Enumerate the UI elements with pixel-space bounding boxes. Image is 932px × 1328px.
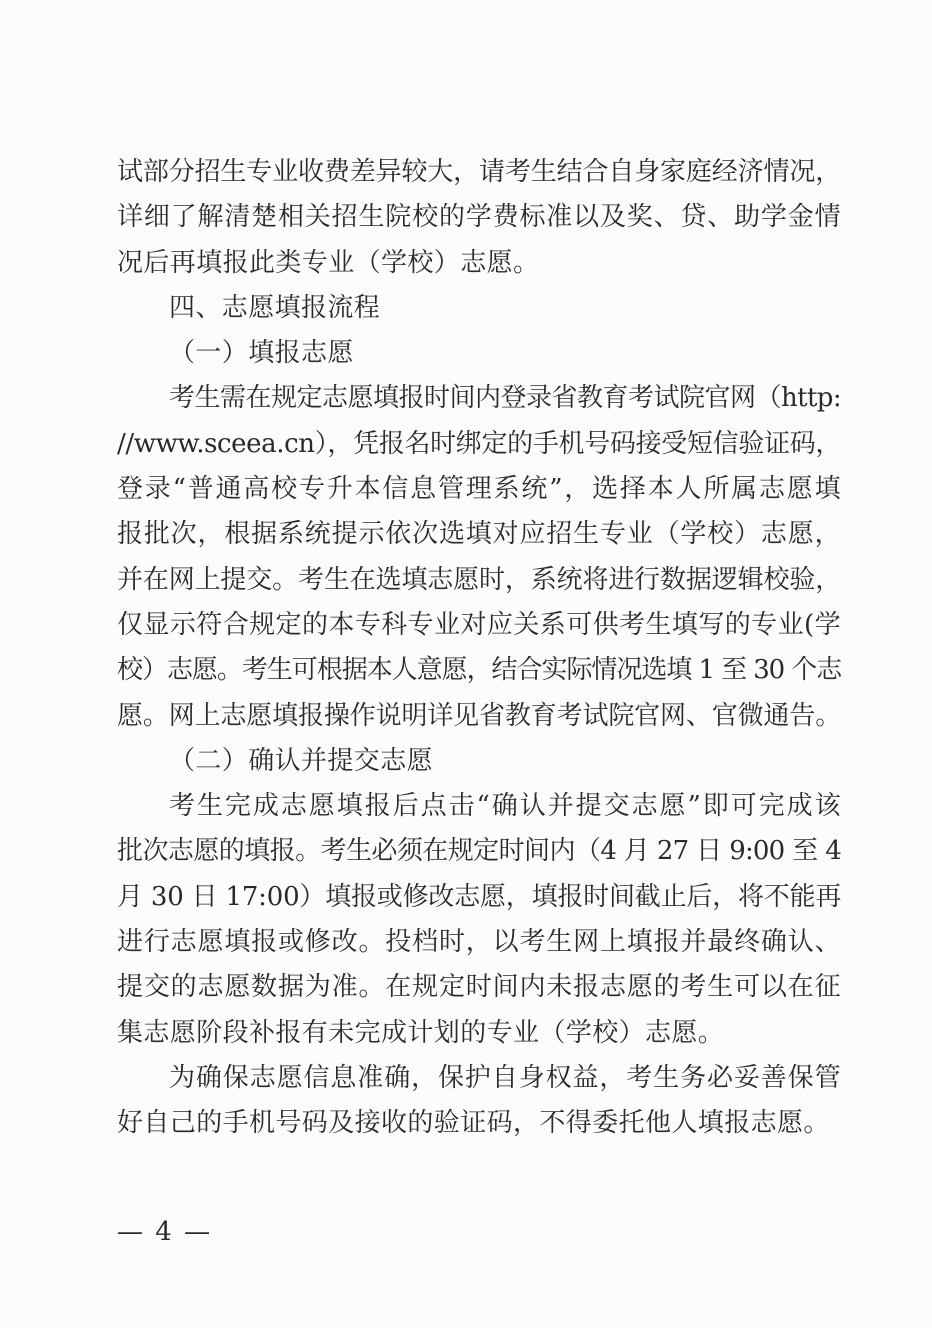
text-line: 愿。网上志愿填报操作说明详见省教育考试院官网、官微通告。 xyxy=(117,700,841,731)
page-number: — 4 — xyxy=(117,1217,213,1247)
text-line: 好自己的手机号码及接收的验证码，不得委托他人填报志愿。 xyxy=(117,1108,830,1139)
text-line: 考生完成志愿填报后点击“确认并提交志愿”即可完成该 xyxy=(169,791,841,822)
text-line: 考生需在规定志愿填报时间内登录省教育考试院官网（http: xyxy=(169,383,841,414)
text-line: 为确保志愿信息准确，保护自身权益，考生务必妥善保管 xyxy=(169,1062,841,1093)
section-heading: 四、志愿填报流程 xyxy=(169,292,381,323)
text-line: 仅显示符合规定的本专科专业对应关系可供考生填写的专业(学 xyxy=(117,609,841,640)
body-text xyxy=(117,150,841,1147)
text-line: 登录“普通高校专升本信息管理系统”，选择本人所属志愿填 xyxy=(117,474,841,505)
text-line: 提交的志愿数据为准。在规定时间内未报志愿的考生可以在征 xyxy=(117,972,841,1003)
text-line: 校）志愿。考生可根据本人意愿，结合实际情况选填 1 至 30 个志 xyxy=(117,655,841,686)
text-line: 集志愿阶段补报有未完成计划的专业（学校）志愿。 xyxy=(117,1017,725,1048)
subsection-heading: （一）填报志愿 xyxy=(169,338,354,369)
text-line: 进行志愿填报或修改。投档时，以考生网上填报并最终确认、 xyxy=(117,927,841,958)
text-line: 况后再填报此类专业（学校）志愿。 xyxy=(117,247,540,278)
text-line: 报批次，根据系统提示依次选填对应招生专业（学校）志愿， xyxy=(117,519,841,550)
text-line: 月 30 日 17:00）填报或修改志愿，填报时间截止后，将不能再 xyxy=(117,881,842,912)
text-line: 详细了解清楚相关招生院校的学费标准以及奖、贷、助学金情 xyxy=(117,202,841,233)
text-line: 试部分招生专业收费差异较大，请考生结合自身家庭经济情况， xyxy=(117,157,841,187)
text-line: 并在网上提交。考生在选填志愿时，系统将进行数据逻辑校验， xyxy=(117,564,841,595)
text-line: //www.sceea.cn），凭报名时绑定的手机号码接受短信验证码， xyxy=(117,428,841,459)
subsection-heading: （二）确认并提交志愿 xyxy=(169,745,434,776)
text-line: 批次志愿的填报。考生必须在规定时间内（4 月 27 日 9:00 至 4 xyxy=(117,836,841,867)
